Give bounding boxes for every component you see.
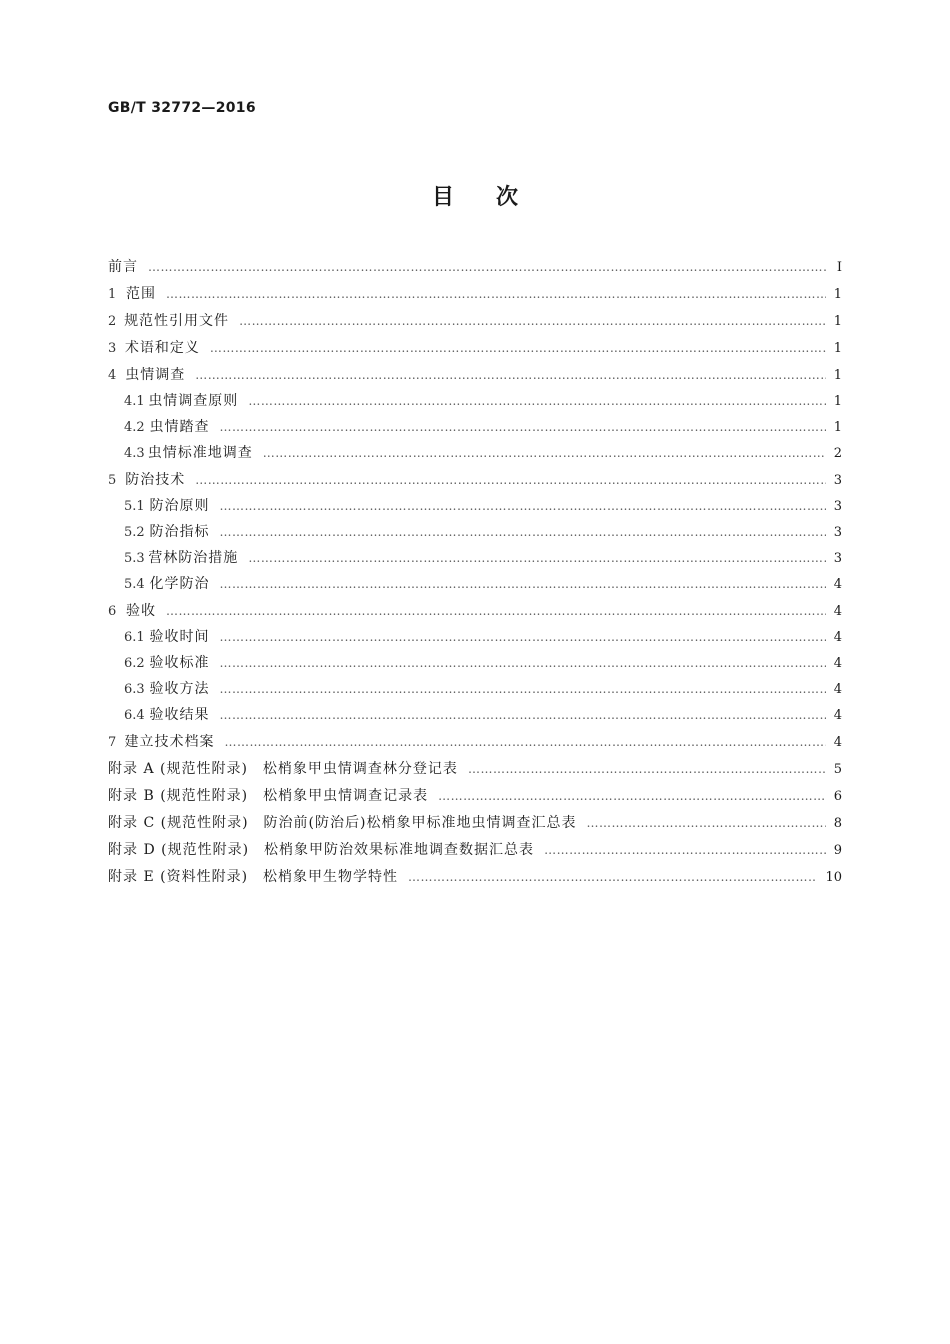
toc-page-number: 10 [825, 870, 842, 885]
toc-entry-preface[interactable] [108, 257, 842, 278]
toc-entry[interactable] [108, 470, 842, 491]
toc-page-number: 8 [833, 816, 842, 831]
toc-entry-text: 防治技术 [125, 472, 186, 488]
toc-leader-dots [210, 338, 826, 358]
toc-subentry[interactable] [108, 574, 842, 595]
toc-page-number: 3 [833, 525, 842, 540]
toc-entry-text: 附录 D (规范性附录) 松梢象甲防治效果标准地调查数据汇总表 [108, 842, 535, 858]
toc-section-number: 4 [108, 368, 117, 383]
toc-leader-dots [148, 257, 826, 277]
toc-leader-dots [248, 391, 825, 411]
toc-entry-appendix-d[interactable] [108, 840, 842, 861]
toc-page-number: 4 [833, 577, 842, 592]
toc-leader-dots [468, 759, 826, 779]
toc-leader-dots [408, 867, 817, 887]
toc-leader-dots [220, 417, 826, 437]
toc-leader-dots [220, 496, 826, 516]
toc-entry-text: 附录 C (规范性附录) 防治前(防治后)松梢象甲标准地虫情调查汇总表 [108, 815, 577, 831]
toc-page-number: 4 [833, 708, 842, 723]
toc-entry-text: 前言 [108, 259, 138, 275]
toc-leader-dots [248, 548, 825, 568]
toc-page-number: 1 [833, 341, 842, 356]
toc-section-number: 4.2 [124, 420, 145, 435]
toc-section-number: 6.2 [124, 656, 145, 671]
toc-page-number: 4 [833, 630, 842, 645]
toc-entry-text: 化学防治 [149, 576, 210, 592]
toc-page-number: 3 [833, 499, 842, 514]
toc-subentry[interactable] [108, 522, 842, 543]
toc-entry-text: 验收结果 [149, 707, 210, 723]
toc-entry[interactable] [108, 338, 842, 359]
toc-entry-appendix-b[interactable] [108, 786, 842, 807]
toc-leader-dots [166, 284, 826, 304]
toc-section-number: 7 [108, 735, 117, 750]
toc-leader-dots [195, 365, 825, 385]
toc-leader-dots [220, 705, 826, 725]
toc-entry[interactable] [108, 284, 842, 305]
toc-subentry[interactable] [108, 705, 842, 726]
toc-page-number: 4 [833, 604, 842, 619]
toc-subentry[interactable] [108, 391, 842, 412]
table-of-contents [108, 257, 842, 888]
toc-section-number: 5.3 [124, 551, 145, 566]
toc-subentry[interactable] [108, 417, 842, 438]
toc-page-number: 4 [833, 735, 842, 750]
toc-entry-text: 规范性引用文件 [124, 313, 230, 329]
toc-page-number: 1 [833, 420, 842, 435]
toc-page-number: 9 [833, 843, 842, 858]
toc-entry-text: 附录 A (规范性附录) 松梢象甲虫情调查林分登记表 [108, 761, 458, 777]
toc-section-number: 3 [108, 341, 117, 356]
toc-entry-text: 虫情调查原则 [148, 393, 239, 409]
standard-code: GB/T 32772—2016 [108, 100, 256, 116]
toc-section-number: 6 [108, 604, 117, 619]
toc-entry-text: 虫情标准地调查 [147, 445, 253, 461]
toc-leader-dots [166, 601, 826, 621]
toc-section-number: 2 [108, 314, 117, 329]
toc-leader-dots [195, 470, 825, 490]
toc-entry-text: 防治指标 [149, 524, 210, 540]
toc-entry-text: 附录 E (资料性附录) 松梢象甲生物学特性 [108, 869, 399, 885]
toc-leader-dots [220, 627, 826, 647]
toc-page-number: 1 [833, 368, 842, 383]
toc-leader-dots [220, 574, 826, 594]
toc-entry-appendix-c[interactable] [108, 813, 842, 834]
toc-leader-dots [239, 311, 826, 331]
toc-entry-text: 虫情踏查 [149, 419, 210, 435]
toc-title: 目次 [431, 185, 560, 210]
toc-entry-appendix-e[interactable] [108, 867, 842, 888]
toc-leader-dots [220, 522, 826, 542]
toc-section-number: 5 [108, 473, 117, 488]
toc-entry-text: 术语和定义 [124, 340, 200, 356]
toc-leader-dots [544, 840, 826, 860]
toc-section-number: 4.1 [124, 394, 145, 409]
toc-leader-dots [220, 679, 826, 699]
toc-subentry[interactable] [108, 627, 842, 648]
toc-page-number: 5 [833, 762, 842, 777]
toc-entry[interactable] [108, 732, 842, 753]
toc-page-number: 3 [833, 473, 842, 488]
toc-subentry[interactable] [108, 548, 842, 569]
toc-section-number: 1 [108, 287, 117, 302]
toc-entry[interactable] [108, 601, 842, 622]
toc-entry-text: 验收标准 [149, 655, 210, 671]
toc-page-number: 2 [833, 446, 842, 461]
toc-section-number: 5.4 [124, 577, 145, 592]
toc-subentry[interactable] [108, 496, 842, 517]
toc-page-number: Ⅰ [836, 260, 842, 275]
toc-leader-dots [220, 653, 826, 673]
toc-leader-dots [224, 732, 825, 752]
toc-entry-text: 验收方法 [149, 681, 210, 697]
toc-entry-text: 验收 [126, 603, 157, 619]
toc-page-number: 4 [833, 682, 842, 697]
toc-entry-text: 建立技术档案 [124, 734, 215, 750]
toc-page-number: 1 [833, 287, 842, 302]
toc-section-number: 4.3 [124, 446, 145, 461]
toc-leader-dots [263, 443, 826, 463]
toc-subentry[interactable] [108, 443, 842, 464]
toc-entry-text: 附录 B (规范性附录) 松梢象甲虫情调查记录表 [108, 788, 429, 804]
toc-page-number: 1 [833, 314, 842, 329]
toc-section-number: 6.4 [124, 708, 145, 723]
toc-section-number: 6.1 [124, 630, 145, 645]
toc-entry-appendix-a[interactable] [108, 759, 842, 780]
toc-entry-text: 营林防治措施 [148, 550, 239, 566]
toc-page-number: 1 [833, 394, 842, 409]
toc-page-number: 3 [833, 551, 842, 566]
toc-subentry[interactable] [108, 679, 842, 700]
toc-entry[interactable] [108, 365, 842, 386]
toc-entry-text: 虫情调查 [125, 367, 186, 383]
toc-leader-dots [586, 813, 825, 833]
toc-page-number: 6 [833, 789, 842, 804]
toc-section-number: 6.3 [124, 682, 145, 697]
toc-page-number: 4 [833, 656, 842, 671]
toc-leader-dots [438, 786, 826, 806]
toc-subentry[interactable] [108, 653, 842, 674]
toc-section-number: 5.2 [124, 525, 145, 540]
toc-entry-text: 防治原则 [149, 498, 210, 514]
toc-section-number: 5.1 [124, 499, 145, 514]
toc-entry[interactable] [108, 311, 842, 332]
toc-entry-text: 验收时间 [149, 629, 210, 645]
toc-entry-text: 范围 [126, 286, 157, 302]
